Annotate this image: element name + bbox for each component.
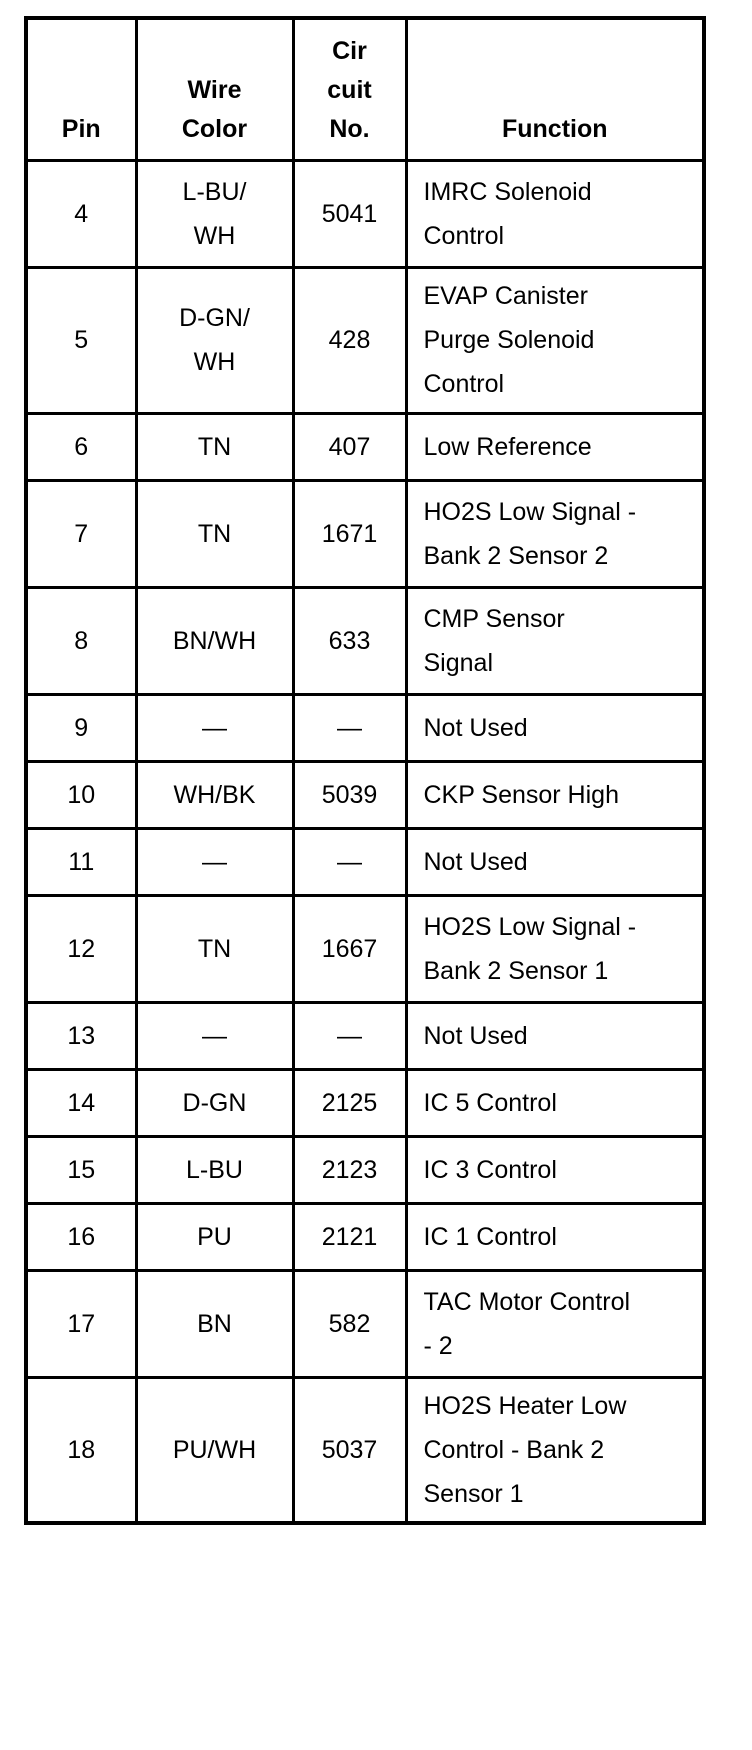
cell-circuit-no bbox=[293, 761, 406, 828]
cell-circuit-no bbox=[293, 1377, 406, 1523]
cell-wire-color-text: TN bbox=[197, 432, 232, 461]
cell-circuit-no-text: 5039 bbox=[321, 780, 378, 809]
cell-circuit-no bbox=[293, 1069, 406, 1136]
cell-function-text: EVAP Canister bbox=[423, 282, 588, 310]
cell-function-text: - 2 bbox=[423, 1331, 453, 1360]
table-row bbox=[26, 1377, 704, 1523]
header-circuit-no-line: cuit bbox=[327, 75, 372, 104]
cell-pin bbox=[26, 694, 136, 761]
cell-wire-color bbox=[136, 160, 293, 267]
cell-pin bbox=[26, 1377, 136, 1523]
cell-circuit-no-text: 1667 bbox=[321, 934, 378, 963]
cell-wire-color bbox=[136, 694, 293, 761]
cell-function-text: Sensor 1 bbox=[423, 1479, 524, 1508]
cell-function bbox=[406, 1203, 704, 1270]
cell-function bbox=[406, 1136, 704, 1203]
header-wire-color-line: Wire bbox=[187, 75, 242, 104]
cell-pin bbox=[26, 267, 136, 413]
cell-circuit-no-text: 2125 bbox=[321, 1088, 378, 1117]
header-wire-color-line: Color bbox=[181, 114, 248, 143]
cell-circuit-no-text: — bbox=[337, 847, 362, 876]
cell-circuit-no-text: 582 bbox=[328, 1309, 371, 1338]
table-row bbox=[26, 587, 704, 694]
cell-function-text: IC 5 Control bbox=[423, 1088, 557, 1117]
cell-function bbox=[406, 828, 704, 895]
header-pin-line: Pin bbox=[61, 114, 101, 143]
cell-pin-text: 14 bbox=[67, 1088, 96, 1117]
cell-pin-text: 15 bbox=[67, 1155, 96, 1184]
cell-circuit-no-text: 5037 bbox=[321, 1435, 378, 1464]
cell-circuit-no bbox=[293, 828, 406, 895]
cell-wire-color-text: TN bbox=[197, 519, 232, 548]
table-row bbox=[26, 761, 704, 828]
cell-pin-text: 11 bbox=[68, 847, 95, 876]
cell-pin bbox=[26, 761, 136, 828]
cell-circuit-no bbox=[293, 1270, 406, 1377]
cell-function bbox=[406, 1377, 704, 1523]
cell-pin bbox=[26, 1136, 136, 1203]
cell-function-text: Not Used bbox=[423, 1021, 528, 1050]
cell-circuit-no bbox=[293, 160, 406, 267]
cell-circuit-no bbox=[293, 895, 406, 1002]
cell-wire-color bbox=[136, 1136, 293, 1203]
cell-function bbox=[406, 413, 704, 480]
cell-function-text: Control - Bank 2 bbox=[423, 1435, 605, 1464]
cell-function-text: Bank 2 Sensor 2 bbox=[423, 541, 609, 570]
cell-circuit-no-text: 5041 bbox=[321, 199, 378, 228]
cell-pin-text: 18 bbox=[67, 1435, 96, 1464]
cell-function-text: Low Reference bbox=[423, 432, 592, 461]
cell-wire-color bbox=[136, 1270, 293, 1377]
cell-pin-text: 5 bbox=[74, 326, 89, 354]
header-pin bbox=[26, 18, 136, 160]
cell-circuit-no-text: 407 bbox=[328, 432, 371, 461]
cell-circuit-no-text: 633 bbox=[328, 626, 371, 655]
cell-pin-text: 12 bbox=[67, 934, 96, 963]
cell-function bbox=[406, 1002, 704, 1069]
cell-wire-color bbox=[136, 828, 293, 895]
cell-circuit-no bbox=[293, 694, 406, 761]
cell-function-text: CMP Sensor bbox=[423, 604, 565, 633]
cell-pin-text: 17 bbox=[67, 1309, 96, 1338]
cell-circuit-no bbox=[293, 1136, 406, 1203]
cell-function-text: Control bbox=[423, 221, 505, 250]
cell-pin bbox=[26, 1270, 136, 1377]
cell-wire-color bbox=[136, 413, 293, 480]
cell-circuit-no-text: — bbox=[337, 1021, 362, 1050]
cell-wire-color bbox=[136, 587, 293, 694]
cell-wire-color bbox=[136, 761, 293, 828]
cell-circuit-no-text: 1671 bbox=[321, 519, 378, 548]
header-circuit-no-line: Cir bbox=[332, 36, 367, 65]
header-row bbox=[26, 18, 704, 160]
header-wire-color bbox=[136, 18, 293, 160]
cell-circuit-no bbox=[293, 1203, 406, 1270]
cell-wire-color-text: WH bbox=[193, 348, 236, 376]
cell-function bbox=[406, 587, 704, 694]
table-row bbox=[26, 1002, 704, 1069]
header-function-line: Function bbox=[501, 114, 608, 143]
table-row bbox=[26, 480, 704, 587]
table-row bbox=[26, 1136, 704, 1203]
cell-pin bbox=[26, 828, 136, 895]
table-row bbox=[26, 1069, 704, 1136]
table-row bbox=[26, 694, 704, 761]
cell-pin-text: 16 bbox=[67, 1222, 96, 1251]
cell-function bbox=[406, 1270, 704, 1377]
cell-function-text: HO2S Heater Low bbox=[423, 1391, 627, 1420]
cell-function bbox=[406, 761, 704, 828]
table-body bbox=[26, 160, 704, 1523]
cell-wire-color bbox=[136, 1377, 293, 1523]
cell-circuit-no bbox=[293, 587, 406, 694]
cell-function-text: CKP Sensor High bbox=[423, 780, 619, 809]
cell-pin-text: 6 bbox=[74, 432, 89, 461]
cell-function bbox=[406, 694, 704, 761]
cell-circuit-no bbox=[293, 267, 406, 413]
pin-function-table bbox=[24, 16, 706, 1525]
cell-function-text: IMRC Solenoid bbox=[423, 177, 592, 206]
cell-function bbox=[406, 895, 704, 1002]
cell-pin-text: 10 bbox=[67, 780, 96, 809]
cell-pin bbox=[26, 160, 136, 267]
cell-wire-color-text: — bbox=[202, 847, 227, 876]
cell-wire-color-text: PU/WH bbox=[172, 1435, 257, 1464]
cell-wire-color-text: D-GN/ bbox=[179, 304, 250, 332]
cell-pin bbox=[26, 480, 136, 587]
table-header bbox=[26, 18, 704, 160]
cell-circuit-no bbox=[293, 1002, 406, 1069]
cell-function-text: Bank 2 Sensor 1 bbox=[423, 956, 609, 985]
cell-pin-text: 7 bbox=[74, 519, 89, 548]
cell-function-text: Purge Solenoid bbox=[423, 326, 595, 354]
cell-wire-color bbox=[136, 1002, 293, 1069]
cell-function bbox=[406, 480, 704, 587]
table-row bbox=[26, 160, 704, 267]
cell-pin bbox=[26, 1002, 136, 1069]
cell-pin-text: 4 bbox=[74, 199, 89, 228]
cell-pin-text: 8 bbox=[74, 626, 89, 655]
cell-function bbox=[406, 1069, 704, 1136]
cell-pin-text: 9 bbox=[74, 713, 89, 742]
cell-function-text: IC 3 Control bbox=[423, 1155, 557, 1184]
cell-wire-color-text: TN bbox=[197, 934, 232, 963]
cell-function-text: Signal bbox=[423, 648, 493, 677]
cell-function-text: HO2S Low Signal - bbox=[423, 497, 637, 526]
cell-function-text: TAC Motor Control bbox=[423, 1287, 631, 1316]
table-row bbox=[26, 828, 704, 895]
cell-wire-color bbox=[136, 1069, 293, 1136]
cell-wire-color bbox=[136, 1203, 293, 1270]
cell-wire-color-text: L-BU/ bbox=[182, 177, 247, 206]
cell-wire-color-text: — bbox=[202, 1021, 227, 1050]
cell-pin bbox=[26, 587, 136, 694]
cell-wire-color-text: BN/WH bbox=[172, 626, 257, 655]
cell-wire-color-text: WH/BK bbox=[173, 780, 256, 809]
cell-circuit-no-text: 428 bbox=[328, 326, 371, 354]
table-row bbox=[26, 895, 704, 1002]
cell-pin-text: 13 bbox=[67, 1021, 96, 1050]
header-circuit-no bbox=[293, 18, 406, 160]
cell-function bbox=[406, 267, 704, 413]
cell-wire-color-text: BN bbox=[197, 1309, 232, 1338]
table-row bbox=[26, 1270, 704, 1377]
cell-circuit-no bbox=[293, 413, 406, 480]
table-row bbox=[26, 1203, 704, 1270]
table-row bbox=[26, 413, 704, 480]
cell-wire-color bbox=[136, 895, 293, 1002]
cell-circuit-no bbox=[293, 480, 406, 587]
header-function bbox=[406, 18, 704, 160]
cell-wire-color-text: PU bbox=[197, 1222, 232, 1251]
cell-function-text: Control bbox=[423, 370, 505, 398]
cell-wire-color-text: — bbox=[202, 713, 227, 742]
cell-wire-color-text: L-BU bbox=[186, 1155, 243, 1184]
cell-wire-color bbox=[136, 480, 293, 587]
cell-pin bbox=[26, 895, 136, 1002]
cell-pin bbox=[26, 413, 136, 480]
cell-pin bbox=[26, 1069, 136, 1136]
cell-function-text: Not Used bbox=[423, 847, 528, 876]
cell-function-text: IC 1 Control bbox=[423, 1222, 557, 1251]
cell-function-text: Not Used bbox=[423, 713, 528, 742]
cell-wire-color bbox=[136, 267, 293, 413]
header-circuit-no-line: No. bbox=[329, 114, 370, 143]
cell-circuit-no-text: — bbox=[337, 713, 362, 742]
cell-pin bbox=[26, 1203, 136, 1270]
cell-function-text: HO2S Low Signal - bbox=[423, 912, 637, 941]
cell-wire-color-text: D-GN bbox=[182, 1088, 247, 1117]
cell-wire-color-text: WH bbox=[193, 221, 236, 250]
cell-circuit-no-text: 2121 bbox=[321, 1222, 378, 1251]
cell-function bbox=[406, 160, 704, 267]
cell-circuit-no-text: 2123 bbox=[321, 1155, 378, 1184]
table-row bbox=[26, 267, 704, 413]
